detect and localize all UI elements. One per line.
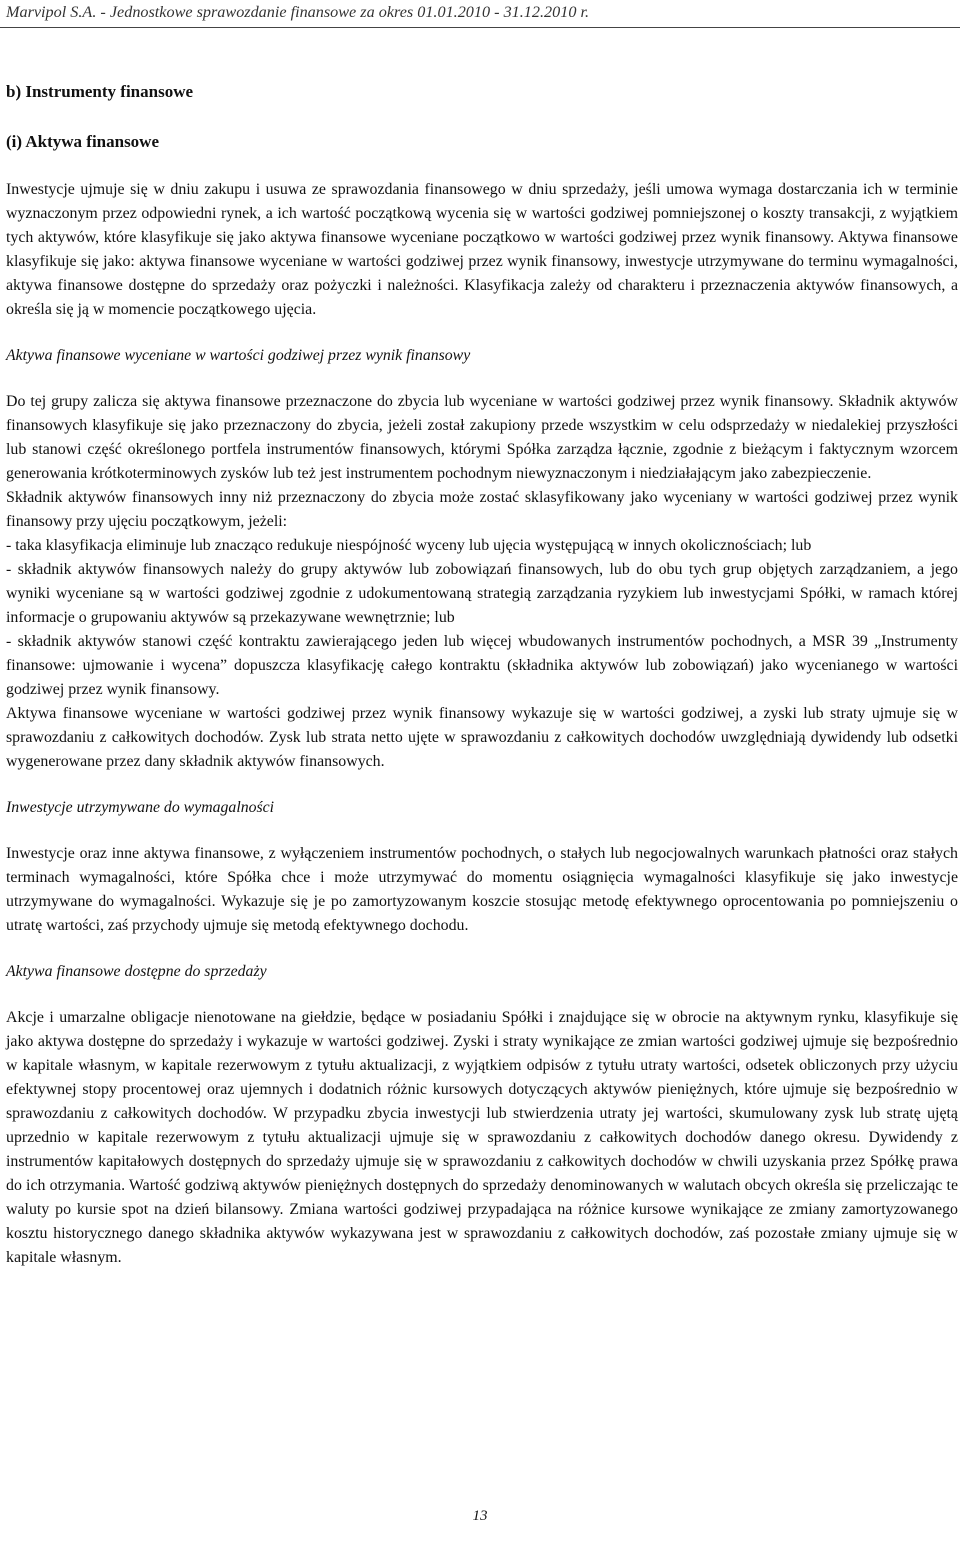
section-title-afs: Aktywa finansowe dostępne do sprzedaży xyxy=(6,963,267,980)
header-rule xyxy=(0,27,960,28)
document-body xyxy=(6,80,958,1270)
fvtpl-paragraph-2: Składnik aktywów finansowych inny niż przeznaczony do zbycia może zostać sklasyfikowany jako wyceniany w wartości godziwej przez wynik finansowy przy ujęciu początkowym, jeżeli: xyxy=(6,489,958,530)
page-number: 13 xyxy=(472,1508,488,1524)
fvtpl-bullet-1: - taka klasyfikacja eliminuje lub znacząco redukuje niespójność wyceny lub ujęcia występującą w innych okolicznościach; lub xyxy=(6,537,812,554)
fvtpl-paragraph-3: Aktywa finansowe wyceniane w wartości godziwej przez wynik finansowy wykazuje się w wartości godziwej, a zyski lub straty ujmuje się w sprawozdaniu z całkowitych dochodów. Zysk lub strata netto ujęte w sprawozdaniu z całkowitych dochodów uwzględniają dywidendy lub odsetki wygenerowane przez dany składnik aktywów finansowych. xyxy=(6,705,958,770)
htm-paragraph: Inwestycje oraz inne aktywa finansowe, z wyłączeniem instrumentów pochodnych, o stałych lub negocjowalnych warunkach płatności oraz stałych terminach wymagalności, które Spółka chce i może utrzymywać do momentu osiągnięcia wymagalności klasyfikuje się jako inwestycje utrzymywane do wymagalności. Wykazuje się je po zamortyzowanym koszcie stosując metodę efektywnego oprocentowania po pomniejszeniu o utratę wartości, zaś przychody ujmuje się metodą efektywnego dochodu. xyxy=(6,845,958,934)
subsection-heading: (i) Aktywa finansowe xyxy=(6,132,160,151)
running-header: Marvipol S.A. - Jednostkowe sprawozdanie finansowe za okres 01.01.2010 - 31.12.2010 r. xyxy=(6,3,590,21)
afs-paragraph: Akcje i umarzalne obligacje nienotowane na giełdzie, będące w posiadaniu Spółki i znajdujące się w obrocie na aktywnym rynku, klasyfikuje się jako aktywa dostępne do sprzedaży i wykazuje w wartości godziwej. Zyski i straty wynikające ze zmian wartości godziwej ujmuje się bezpośrednio w kapitale własnym, w kapitale rezerwowym z tytułu aktualizacji, z wyjątkiem odpisów z tytułu utraty wartości, odsetek obliczonych przy użyciu efektywnej stopy procentowej oraz ujemnych i dodatnich różnic kursowych dotyczących aktywów pieniężnych, które ujmuje się bezpośrednio w sprawozdaniu z całkowitych dochodów. W przypadku zbycia inwestycji lub stwierdzenia utraty jej wartości, skumulowany zysk lub stratę ujętą uprzednio w kapitale rezerwowym z tytułu aktualizacji ujmuje się w sprawozdaniu z całkowitych dochodów danego okresu. Dywidendy z instrumentów kapitałowych dostępnych do sprzedaży ujmuje się w sprawozdaniu z całkowitych dochodów w chwili uzyskania przez Spółkę prawa do ich otrzymania. Wartość godziwą aktywów pieniężnych dostępnych do sprzedaży denominowanych w walutach obcych określa się przeliczając te waluty po kursie spot na dzień bilansowy. Zmiana wartości godziwej przypadająca na różnice kursowe wynikające ze zmiany zamortyzowanego kosztu historycznego danego składnika aktywów wykazywana jest w sprawozdaniu z całkowitych dochodów, zaś pozostałe zmiany ujmuje się w kapitale własnym. xyxy=(6,1009,958,1266)
section-title-fvtpl: Aktywa finansowe wyceniane w wartości godziwej przez wynik finansowy xyxy=(6,347,471,364)
intro-paragraph: Inwestycje ujmuje się w dniu zakupu i usuwa ze sprawozdania finansowego w dniu sprzedaży, jeśli umowa wymaga dostarczania ich w terminie wyznaczonym przez odpowiedni rynek, a ich wartość początkową wycenia się w wartości godziwej pomniejszonej o koszty transakcji, z wyjątkiem tych aktywów, które klasyfikuje się jako aktywa finansowe wyceniane początkowo w wartości godziwej przez wynik finansowy. Aktywa finansowe klasyfikuje się jako: aktywa finansowe wyceniane w wartości godziwej przez wynik finansowy, inwestycje utrzymywane do terminu wymagalności, aktywa finansowe dostępne do sprzedaży oraz pożyczki i należności. Klasyfikacja zależy od charakteru i przeznaczenia aktywów finansowych, a określa się ją w momencie początkowego ujęcia. xyxy=(6,181,958,318)
section-heading: b) Instrumenty finansowe xyxy=(6,82,194,101)
fvtpl-bullet-2: - składnik aktywów finansowych należy do grupy aktywów lub zobowiązań finansowych, lub do obu tych grup objętych zarządzaniem, a jego wyniki wyceniane są w wartości godziwej zgodnie z udokumentowaną strategią zarządzania ryzykiem lub inwestycjami Spółki, w ramach której informacje o grupowaniu aktywów są przekazywane wewnętrznie; lub xyxy=(6,561,958,626)
section-title-htm: Inwestycje utrzymywane do wymagalności xyxy=(6,799,275,816)
fvtpl-bullet-3: - składnik aktywów stanowi część kontraktu zawierającego jeden lub więcej wbudowanych instrumentów pochodnych, a MSR 39 „Instrumenty finansowe: ujmowanie i wycena” dopuszcza klasyfikację całego kontraktu (składnika aktywów lub zobowiązań) jako wycenianego w wartości godziwej przez wynik finansowy. xyxy=(6,633,958,698)
fvtpl-paragraph-1: Do tej grupy zalicza się aktywa finansowe przeznaczone do zbycia lub wyceniane w wartości godziwej przez wynik finansowy. Składnik aktywów finansowych klasyfikuje się jako przeznaczony do zbycia, jeżeli został zakupiony przede wszystkim w celu odsprzedaży w niedalekiej przyszłości lub stanowi część określonego portfela instrumentów finansowych, którymi Spółka zarządza łącznie, zgodnie z bieżącym i faktycznym wzorcem generowania krótkoterminowych zysków lub też jest instrumentem pochodnym niewyznaczonym i niedziałającym jako zabezpieczenie. xyxy=(6,393,958,482)
